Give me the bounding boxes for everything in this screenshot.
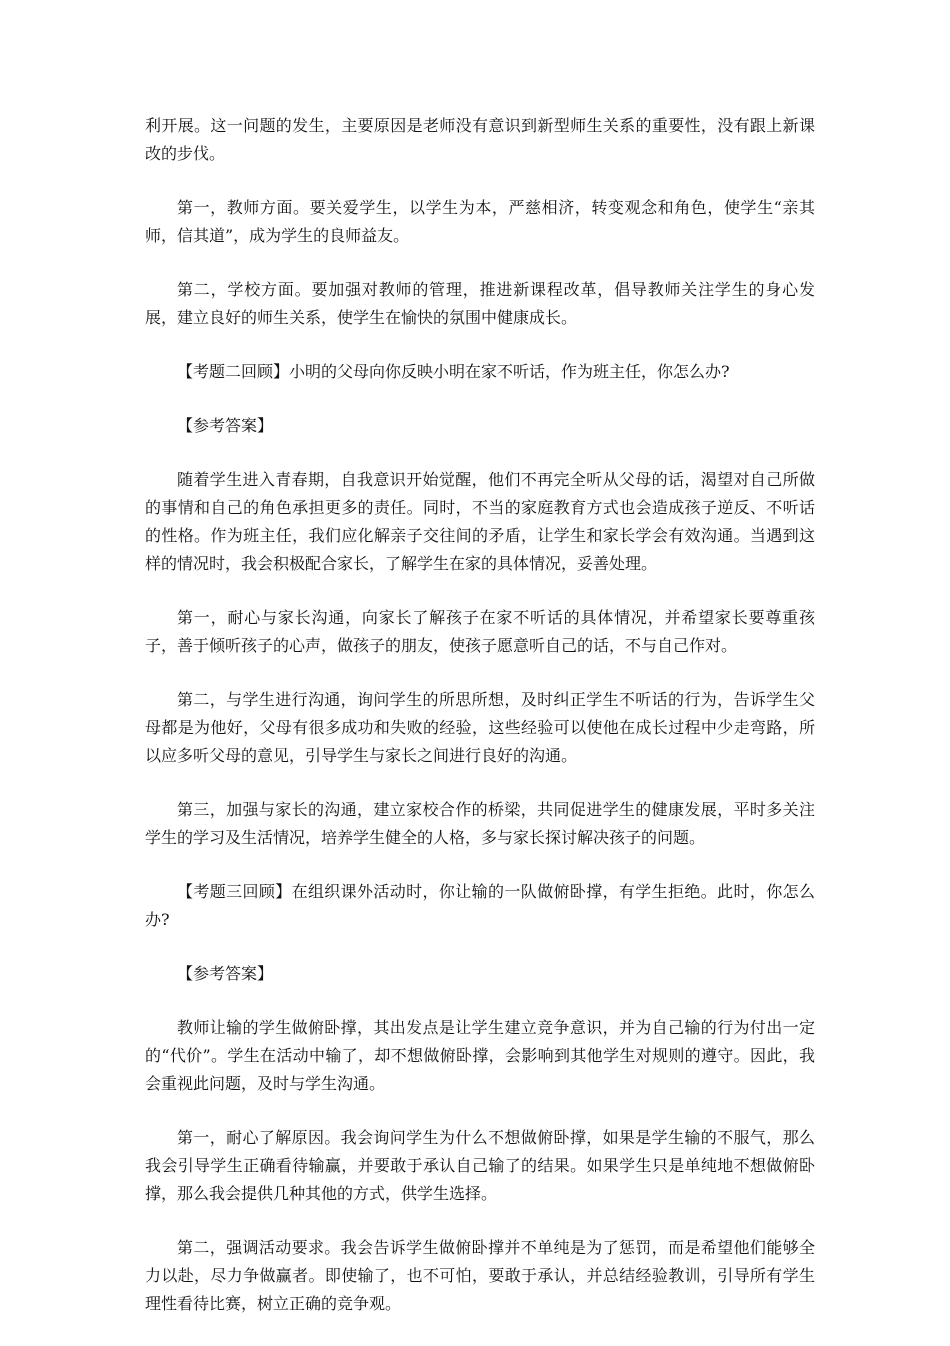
answer-three-intro: 教师让输的学生做俯卧撑，其出发点是让学生建立竞争意识，并为自己输的行为付出一定的“代价”。学生在活动中输了，却不想做俯卧撑，会影响到其他学生对规则的遵守。因此，我会重视此问题，及时与学生沟通。: [145, 1018, 815, 1093]
paragraph-continuation: 利开展。这一问题的发生，主要原因是老师没有意识到新型师生关系的重要性，没有跟上新课改的步伐。: [145, 116, 815, 163]
answer-two-intro: 随着学生进入青春期，自我意识开始觉醒，他们不再完全听从父母的话，渴望对自己所做的事情和自己的角色承担更多的责任。同时，不当的家庭教育方式也会造成孩子逆反、不听话的性格。作为班主任，我们应化解亲子交往间的矛盾，让学生和家长学会有效沟通。当遇到这样的情况时，我会积极配合家长，了解学生在家的具体情况，妥善处理。: [145, 470, 815, 573]
answer-three-point-2: 第二，强调活动要求。我会告诉学生做俯卧撑并不单纯是为了惩罚，而是希望他们能够全力以赴，尽力争做赢者。即使输了，也不可怕，要敢于承认，并总结经验教训，引导所有学生理性看待比赛，树立正确的竞争观。: [145, 1238, 815, 1313]
question-three-heading: 【考题三回顾】在组织课外活动时，你让输的一队做俯卧撑，有学生拒绝。此时，你怎么办?: [145, 882, 815, 929]
answer-three-label: 【参考答案】: [177, 964, 274, 983]
question-two-heading: 【考题二回顾】小明的父母向你反映小明在家不听话，作为班主任，你怎么办?: [177, 362, 730, 381]
answer-two-point-3: 第三，加强与家长的沟通，建立家校合作的桥梁，共同促进学生的健康发展，平时多关注学生的学习及生活情况，培养学生健全的人格，多与家长探讨解决孩子的问题。: [145, 800, 815, 847]
paragraph-teacher-aspect: 第一，教师方面。要关爱学生，以学生为本，严慈相济，转变观念和角色，使学生“亲其师，信其道”，成为学生的良师益友。: [145, 198, 815, 245]
answer-three-point-1: 第一，耐心了解原因。我会询问学生为什么不想做俯卧撑，如果是学生输的不服气，那么我会引导学生正确看待输赢，并要敢于承认自己输了的结果。如果学生只是单纯地不想做俯卧撑，那么我会提供几种其他的方式，供学生选择。: [145, 1128, 815, 1203]
document-body: [145, 112, 815, 1344]
answer-two-point-1: 第一，耐心与家长沟通，向家长了解孩子在家不听话的具体情况，并希望家长要尊重孩子，善于倾听孩子的心声，做孩子的朋友，使孩子愿意听自己的话，不与自己作对。: [145, 608, 815, 655]
answer-two-label: 【参考答案】: [177, 416, 274, 435]
paragraph-school-aspect: 第二，学校方面。要加强对教师的管理，推进新课程改革，倡导教师关注学生的身心发展，建立良好的师生关系，使学生在愉快的氛围中健康成长。: [145, 280, 815, 327]
answer-two-point-2: 第二，与学生进行沟通，询问学生的所思所想，及时纠正学生不听话的行为，告诉学生父母都是为他好，父母有很多成功和失败的经验，这些经验可以使他在成长过程中少走弯路，所以应多听父母的意见，引导学生与家长之间进行良好的沟通。: [145, 690, 815, 765]
